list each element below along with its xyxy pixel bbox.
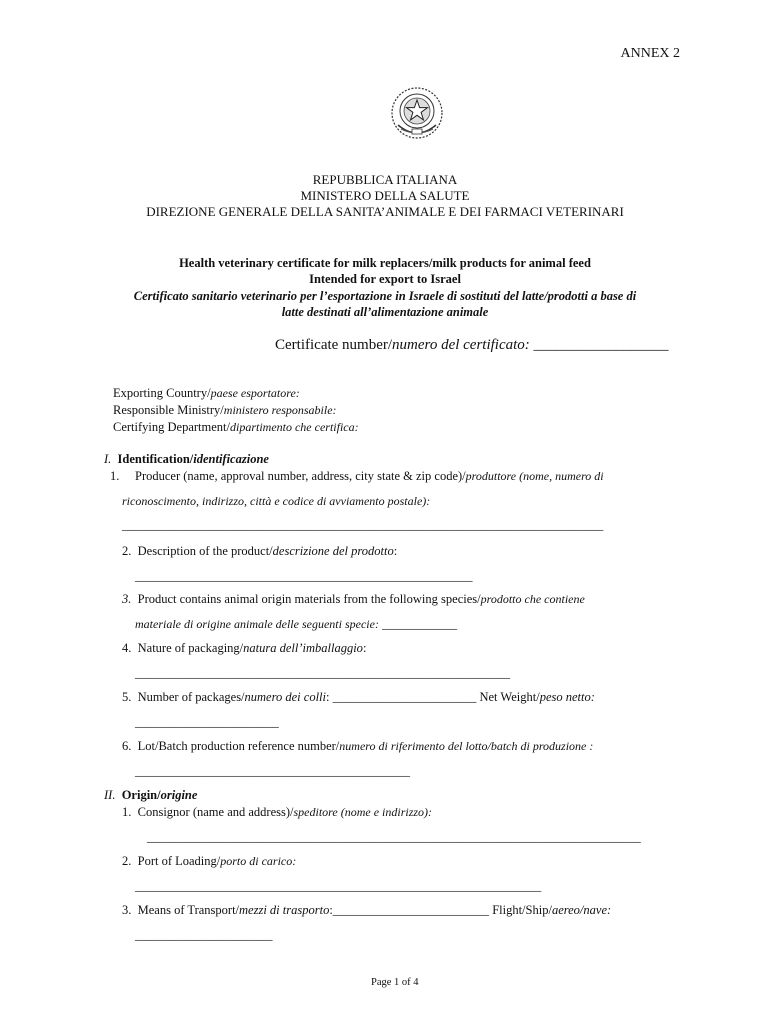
item-producer: 1. Producer (name, approval number, address, city state & zip code)/produttore (nome, numero di xyxy=(110,469,604,483)
item-transport: 3. Means of Transport/mezzi di trasporto:_________________________ Flight/Ship/aereo/nave: xyxy=(122,903,612,917)
item-species-it: materiale di origine animale delle seguenti specie: ____________ xyxy=(135,617,458,631)
transport-line[interactable]: ______________________ xyxy=(135,928,273,942)
item-port: 2. Port of Loading/porto di carico: xyxy=(122,854,297,868)
item-producer-it: riconoscimento, indirizzo, città e codice di avviamento postale): xyxy=(122,494,431,508)
section-identification-title: I. Identification/identificazione xyxy=(104,452,269,466)
header-line-1: REPUBBLICA ITALIANA xyxy=(312,172,458,187)
item-species: 3. Product contains animal origin materials from the following species/prodotto che contiene xyxy=(122,592,585,606)
header-line-3: DIREZIONE GENERALE DELLA SANITA’ANIMALE E DEI FARMACI VETERINARI xyxy=(146,204,624,219)
section-origin-title: II. Origin/origine xyxy=(104,788,198,802)
lot-line[interactable]: ____________________________________________ xyxy=(135,764,410,778)
certifying-department: Certifying Department/dipartimento che certifica: xyxy=(113,420,359,434)
certificate-number: Certificate number/numero del certificato: __________________ xyxy=(275,337,669,353)
title-en-line-2: Intended for export to Israel xyxy=(309,272,461,286)
item-packages: 5. Number of packages/numero dei colli: _______________________ Net Weight/peso netto: xyxy=(122,690,595,704)
item-packaging: 4. Nature of packaging/natura dell’imballaggio: xyxy=(122,641,367,655)
title-it-line-1: Certificato sanitario veterinario per l’esportazione in Israele di sostituti del latte/prodotti a base di xyxy=(133,289,637,303)
page-number: Page 1 of 4 xyxy=(371,977,419,988)
annex-label: ANNEX 2 xyxy=(620,46,680,61)
consignor-line[interactable]: _______________________________________________________________________________ xyxy=(147,830,641,844)
responsible-ministry: Responsible Ministry/ministero responsabile: xyxy=(113,403,337,417)
title-en-line-1: Health veterinary certificate for milk replacers/milk products for animal feed xyxy=(179,256,591,270)
exporting-country: Exporting Country/paese esportatore: xyxy=(113,386,300,400)
packaging-line[interactable]: ____________________________________________________________ xyxy=(135,666,510,680)
port-line[interactable]: _________________________________________________________________ xyxy=(135,879,542,893)
italian-republic-emblem-icon xyxy=(389,85,445,141)
item-description: 2. Description of the product/descrizione del prodotto: xyxy=(122,544,398,558)
net-weight-line[interactable]: _______________________ xyxy=(135,715,279,729)
description-line[interactable]: ______________________________________________________ xyxy=(135,569,473,583)
header-line-2: MINISTERO DELLA SALUTE xyxy=(300,188,470,203)
item-lot: 6. Lot/Batch production reference number/numero di riferimento del lotto/batch di produzione : xyxy=(122,739,594,753)
item-consignor: 1. Consignor (name and address)/speditore (nome e indirizzo): xyxy=(122,805,433,819)
title-it-line-2: latte destinati all’alimentazione animale xyxy=(281,305,489,319)
producer-line[interactable]: _____________________________________________________________________________ xyxy=(122,518,604,532)
